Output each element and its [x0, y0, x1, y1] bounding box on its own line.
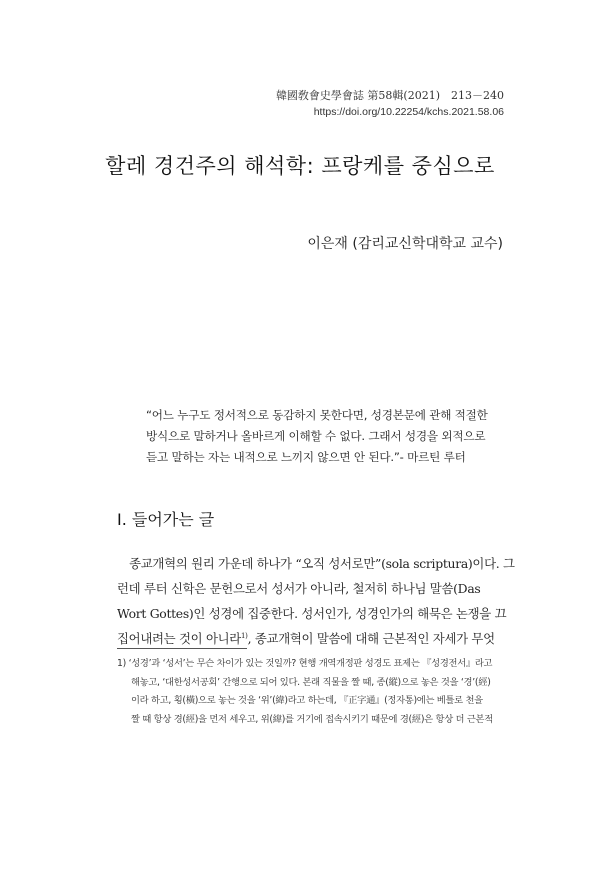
- epigraph-line: 방식으로 말하거나 올바르게 이해할 수 없다. 그래서 성경을 외적으로: [146, 429, 486, 443]
- body-paragraph: [117, 551, 515, 651]
- footnote-line: 1) ‘성경’과 ‘성서’는 무슨 차이가 있는 것일까? 현행 개역개정판 성경도 표제는 『성경전서』라고: [117, 658, 493, 669]
- body-line: 집어내려는 것이 아니라$^{1)}$, 종교개혁이 말씀에 대해 근본적인 자세가 무엇: [117, 631, 495, 646]
- footnote-ref[interactable]: 1): [240, 631, 248, 640]
- doi-link[interactable]: https://doi.org/10.22254/kchs.2021.58.06: [313, 106, 504, 118]
- journal-citation: 韓國敎會史學會誌 第58輯(2021) 213－240: [275, 89, 504, 102]
- journal-header: [276, 88, 504, 120]
- footnote-line: 짤 때 항상 경(經)을 먼저 세우고, 위(緯)를 거기에 접속시키기 때문에 경(經)은 항상 더 근본적: [131, 713, 493, 725]
- author-line: 이은재 (감리교신학대학교 교수): [307, 236, 503, 252]
- epigraph: [146, 405, 514, 468]
- footnote-divider: [117, 648, 247, 649]
- footnote-line: 해놓고, ‘대한성서공회’ 간행으로 되어 있다. 본래 직물을 짤 때, 종(縱)으로 놓은 것을 ‘경’(經): [131, 676, 491, 688]
- epigraph-line: 듣고 말하는 자는 내적으로 느끼지 않으면 안 된다.”- 마르틴 루터: [146, 450, 466, 464]
- section-heading: I. 들어가는 글: [117, 510, 215, 529]
- footnote-line: 이라 하고, 횡(橫)으로 놓는 것을 ‘위’(緯)라고 하는데, 『正字通』(정자통)에는 베틀로 천을: [131, 695, 483, 706]
- body-line: 런데 루터 신학은 문헌으로서 성서가 아니라, 철저히 하나님 말씀(Das: [117, 581, 481, 596]
- epigraph-line: “어느 누구도 정서적으로 동감하지 못한다면, 성경본문에 관해 적절한: [146, 408, 488, 422]
- footnote: [117, 655, 503, 729]
- body-line: 종교개혁의 원리 가운데 하나가 “오직 성서로만”(sola scriptura)이다. 그: [129, 556, 515, 571]
- body-line: Wort Gottes)인 성경에 집중한다. 성서인가, 성경인가의 해묵은 논쟁을 끄: [117, 606, 507, 621]
- paper-title: 할레 경건주의 해석학: 프랑케를 중심으로: [105, 154, 495, 178]
